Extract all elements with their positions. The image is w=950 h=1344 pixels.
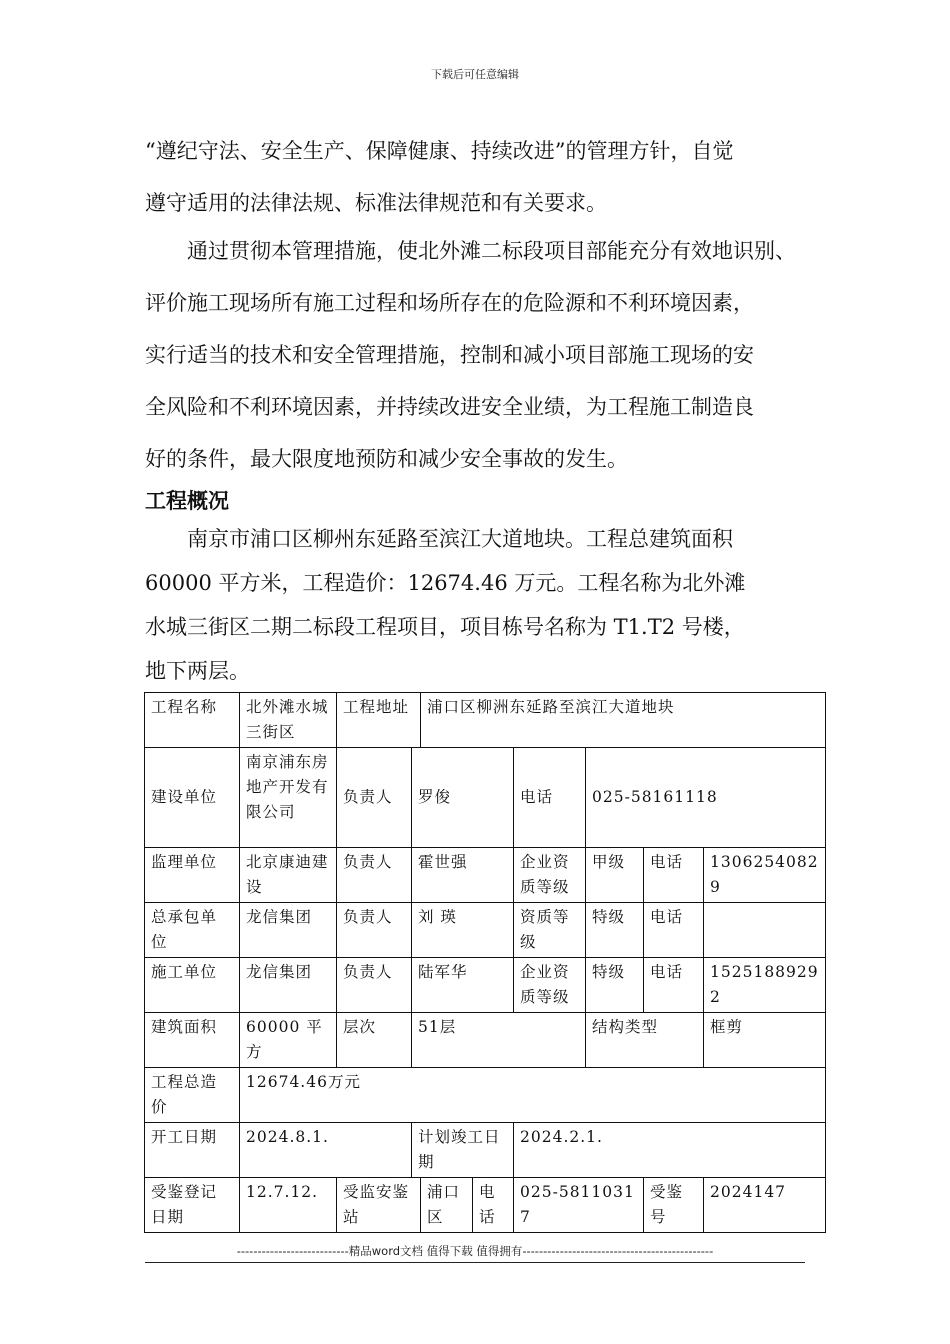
table-cell: 霍世强 [412, 848, 514, 903]
paragraph-purpose [145, 225, 835, 485]
table-cell: 层次 [337, 1013, 412, 1068]
text-line: 实行适当的技术和安全管理措施，控制和减小项目部施工现场的安 [145, 343, 754, 367]
table-cell: 负责人 [337, 848, 412, 903]
table-cell: 负责人 [337, 748, 412, 848]
table-cell: 电话 [644, 903, 704, 958]
page-footer: ---------------------------精品word文档 值得下载 值得拥有---------------------------------------------- [236, 1244, 714, 1258]
table-cell: 建筑面积 [145, 1013, 240, 1068]
table-cell: 受鉴登记日期 [145, 1178, 240, 1233]
table-cell: 开工日期 [145, 1123, 240, 1178]
table-cell: 025-58110317 [514, 1178, 644, 1233]
table-cell: 龙信集团 [240, 958, 337, 1013]
table-cell: 结构类型 [586, 1013, 704, 1068]
table-cell: 北京康迪建设 [240, 848, 337, 903]
page-header: 下载后可任意编辑 [431, 68, 519, 81]
table-cell: 北外滩水城三街区 [240, 693, 337, 748]
table-cell: 51层 [412, 1013, 586, 1068]
table-cell: 刘 瑛 [412, 903, 514, 958]
text-line: 南京市浦口区柳州东延路至滨江大道地块。工程总建筑面积 [145, 527, 733, 551]
text-line: 全风险和不利环境因素，并持续改进安全业绩，为工程施工制造良 [145, 395, 754, 419]
text-line: 通过贯彻本管理措施，使北外滩二标段项目部能充分有效地识别、 [145, 239, 796, 263]
text-line: 60000 平方米，工程造价：12674.46 万元。工程名称为北外滩 [145, 571, 746, 595]
table-cell: 15251889292 [704, 958, 826, 1013]
table-cell: 计划竣工日期 [412, 1123, 514, 1178]
table-cell: 负责人 [337, 958, 412, 1013]
table-cell: 13062540829 [704, 848, 826, 903]
table-row [145, 1068, 826, 1123]
footer-divider [145, 1262, 805, 1263]
paragraph-policy [145, 125, 835, 229]
table-cell: 总承包单位 [145, 903, 240, 958]
table-cell: 南京浦东房地产开发有限公司 [240, 748, 337, 848]
table-row [145, 748, 826, 848]
table-cell: 60000 平方 [240, 1013, 337, 1068]
table-row [145, 1178, 826, 1233]
table-cell: 龙信集团 [240, 903, 337, 958]
table-cell: 工程总造价 [145, 1068, 240, 1123]
table-cell: 企业资质等级 [514, 848, 586, 903]
text-line: “遵纪守法、安全生产、保障健康、持续改进”的管理方针，自觉 [145, 139, 734, 163]
table-cell: 甲级 [586, 848, 644, 903]
table-cell: 2024.2.1. [514, 1123, 826, 1178]
table-row [145, 848, 826, 903]
table-cell: 12.7.12. [240, 1178, 337, 1233]
table-cell: 框剪 [704, 1013, 826, 1068]
table-row [145, 1013, 826, 1068]
table-cell: 特级 [586, 958, 644, 1013]
text-line: 水城三街区二期二标段工程项目，项目栋号名称为 T1.T2 号楼， [145, 615, 745, 639]
table-cell: 2024.8.1. [240, 1123, 412, 1178]
table-cell: 罗俊 [412, 748, 514, 848]
table-cell: 12674.46万元 [240, 1068, 826, 1123]
table-row [145, 903, 826, 958]
table-cell [704, 903, 826, 958]
table-cell: 特级 [586, 903, 644, 958]
text-line: 地下两层。 [145, 659, 250, 683]
table-cell: 电话 [644, 848, 704, 903]
text-line: 评价施工现场所有施工过程和场所存在的危险源和不利环境因素， [145, 291, 754, 315]
table-cell: 监理单位 [145, 848, 240, 903]
table-cell: 浦口区柳洲东延路至滨江大道地块 [421, 693, 826, 748]
table-cell: 2024147 [704, 1178, 826, 1233]
table-cell: 受鉴号 [644, 1178, 704, 1233]
table-cell: 陆军华 [412, 958, 514, 1013]
table-cell: 资质等级 [514, 903, 586, 958]
section-heading: 工程概况 [145, 489, 229, 513]
table-row [145, 1123, 826, 1178]
table-cell: 工程地址 [337, 693, 421, 748]
table-cell: 受监安鉴站 [337, 1178, 421, 1233]
text-line: 好的条件，最大限度地预防和减少安全事故的发生。 [145, 447, 628, 471]
table-cell: 浦口区 [421, 1178, 473, 1233]
table-cell: 电话 [473, 1178, 514, 1233]
table-cell: 施工单位 [145, 958, 240, 1013]
paragraph-overview [145, 517, 835, 693]
table-cell: 建设单位 [145, 748, 240, 848]
table-cell: 负责人 [337, 903, 412, 958]
table-cell: 电话 [514, 748, 586, 848]
table-row [145, 693, 826, 748]
text-line: 遵守适用的法律法规、标准法律规范和有关要求。 [145, 191, 607, 215]
table-cell: 025-58161118 [586, 748, 826, 848]
table-cell: 电话 [644, 958, 704, 1013]
project-info-table [144, 692, 826, 1233]
table-cell: 企业资质等级 [514, 958, 586, 1013]
table-cell: 工程名称 [145, 693, 240, 748]
table-row [145, 958, 826, 1013]
